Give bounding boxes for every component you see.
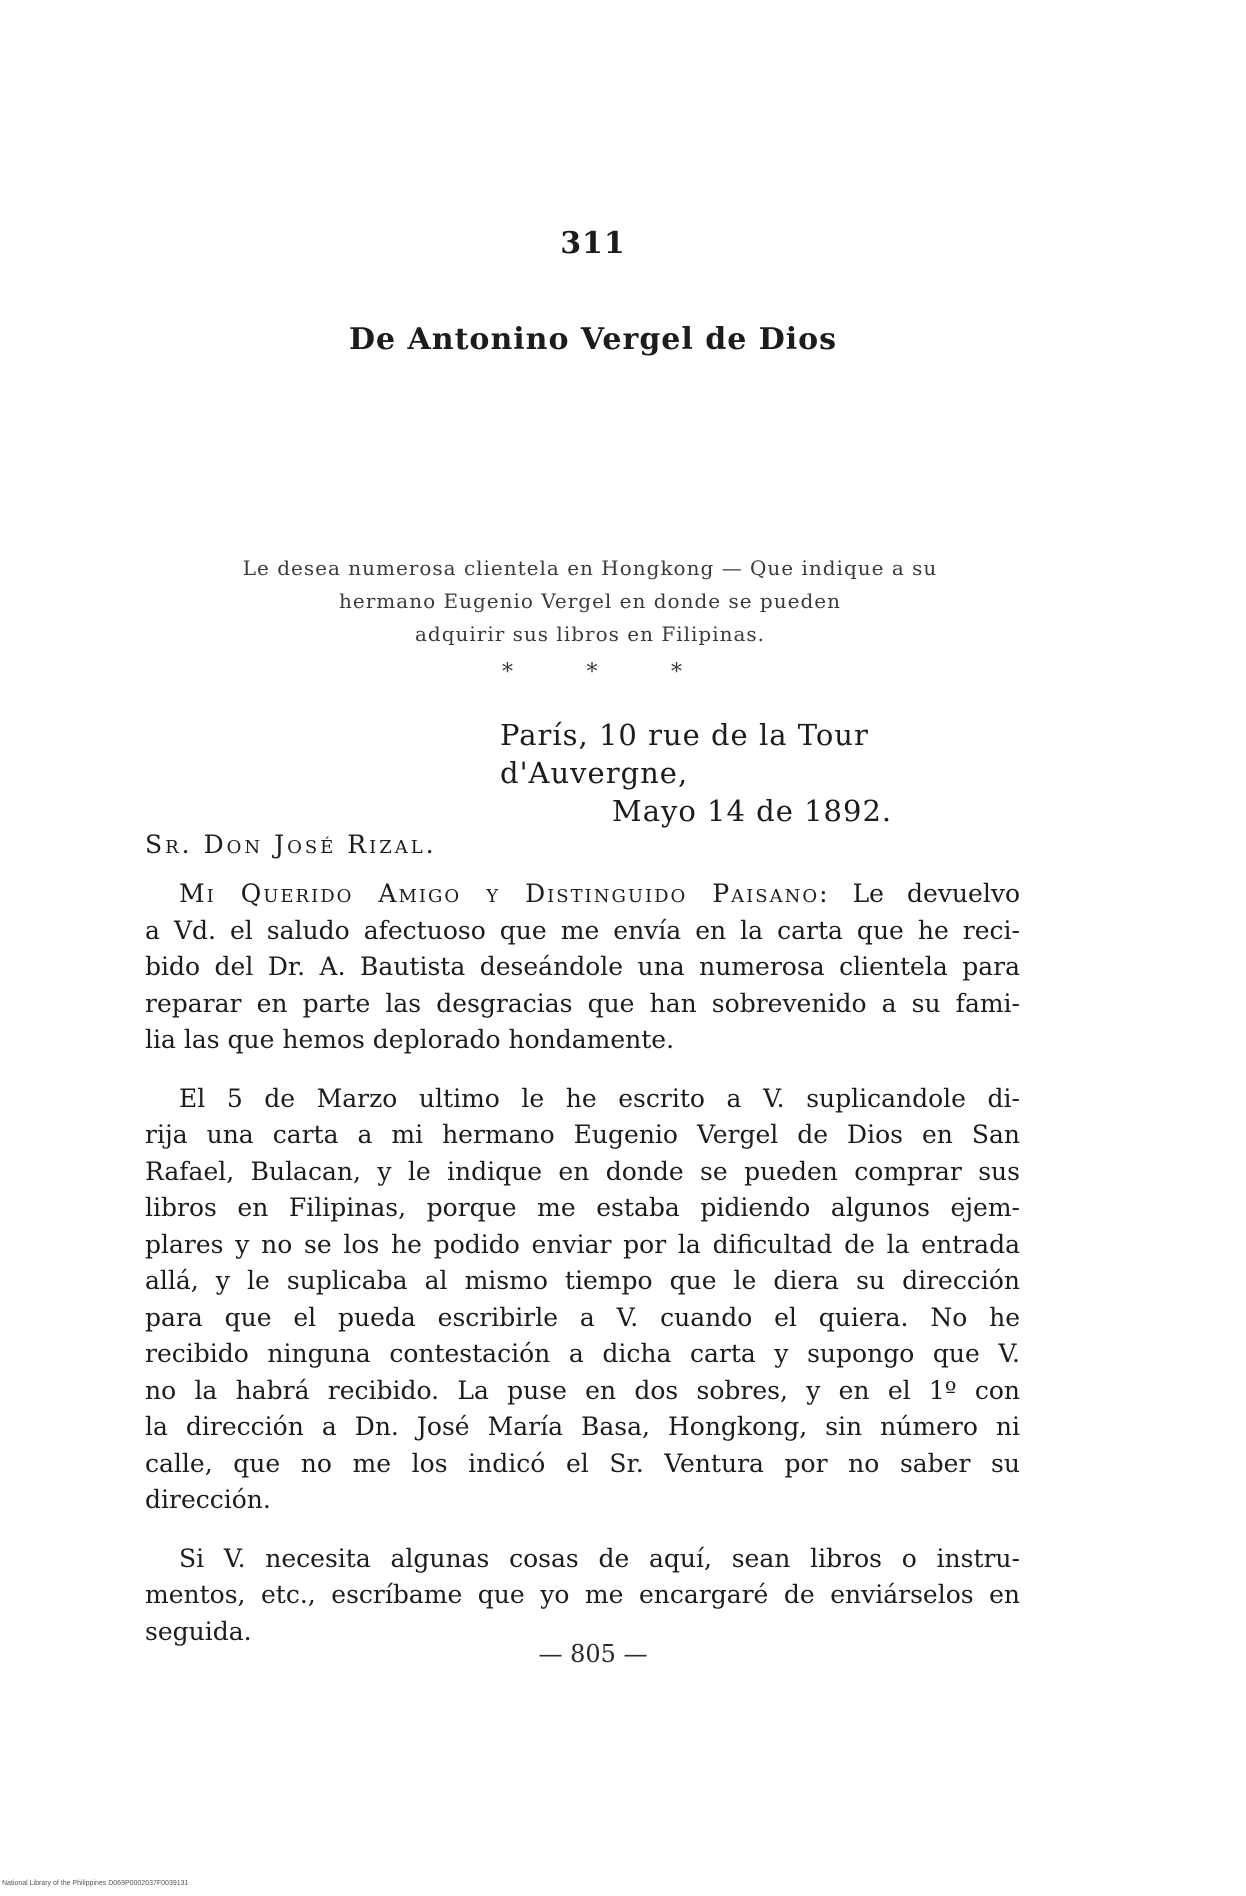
summary-line: hermano Eugenio Vergel en donde se pueden <box>339 589 841 613</box>
body-line: libros en Filipinas, porque me estaba pidiendo algunos ejem- <box>145 1193 1020 1222</box>
paragraph-3 <box>145 1541 1020 1651</box>
body-line: seguida. <box>145 1616 252 1646</box>
letter-number: 311 <box>560 226 626 261</box>
paragraph-2 <box>145 1081 1020 1519</box>
body-line: recibido ninguna contestación a dicha carta y supongo que V. <box>145 1339 1020 1368</box>
body-line: mentos, etc., escríbame que yo me encargaré de enviárselos en <box>145 1580 1020 1609</box>
body-line: bido del Dr. A. Bautista deseándole una numerosa clientela para <box>145 952 1020 981</box>
body-line: Si V. necesita algunas cosas de aquí, sean libros o instru- <box>179 1543 1020 1573</box>
separator-star: * <box>586 660 598 685</box>
body-line-text: Le devuelvo <box>829 879 1020 908</box>
greeting: Mi Querido Amigo y Distinguido Paisano: <box>179 879 830 908</box>
body-line: El 5 de Marzo ultimo le he escrito a V. suplicandole di- <box>179 1083 1020 1113</box>
summary-line: adquirir sus libros en Filipinas. <box>414 622 766 646</box>
salutation: Sr. Don José Rizal. <box>145 830 437 859</box>
body-line: dirección. <box>145 1485 271 1514</box>
letter-body <box>145 876 1020 1672</box>
body-line: reparar en parte las desgracias que han sobrevenido a su fami- <box>145 988 1020 1018</box>
dateline-date: Mayo 14 de 1892. <box>612 794 893 828</box>
body-line: para que el pueda escribirle a V. cuando el quiera. No he <box>145 1302 1020 1332</box>
body-line: allá, y le suplicaba al mismo tiempo que le diera su dirección <box>145 1266 1020 1295</box>
page-number: — 805 — <box>538 1640 648 1668</box>
body-line <box>145 876 1020 913</box>
body-line: calle, que no me los indicó el Sr. Ventura por no saber su <box>145 1448 1020 1478</box>
scan-credit: National Library of the Philippines D069P0002037F0039131 <box>2 1880 189 1887</box>
paragraph-1 <box>145 876 1020 1059</box>
body-line: no la habrá recibido. La puse en dos sobres, y en el 1º con <box>145 1375 1020 1405</box>
body-line: rija una carta a mi hermano Eugenio Vergel de Dios en San <box>145 1120 1020 1149</box>
body-line: lia las que hemos deplorado hondamente. <box>145 1025 675 1054</box>
body-line: Rafael, Bulacan, y le indique en donde se pueden comprar sus <box>145 1156 1020 1186</box>
asterism-separator <box>502 660 682 685</box>
separator-star: * <box>502 660 513 685</box>
dateline <box>500 716 1040 830</box>
separator-star: * <box>671 660 682 685</box>
dateline-place: París, 10 rue de la Tour d'Auvergne, <box>500 718 869 790</box>
body-line: la dirección a Dn. José María Basa, Hongkong, sin número ni <box>145 1412 1020 1441</box>
summary-line: Le desea numerosa clientela en Hongkong — Que indique a su <box>242 556 938 580</box>
letter-summary <box>190 552 990 651</box>
body-line: plares y no se los he podido enviar por la dificultad de la entrada <box>145 1229 1020 1259</box>
letter-title: De Antonino Vergel de Dios <box>348 322 838 357</box>
body-line: a Vd. el saludo afectuoso que me envía en la carta que he reci- <box>145 915 1020 945</box>
